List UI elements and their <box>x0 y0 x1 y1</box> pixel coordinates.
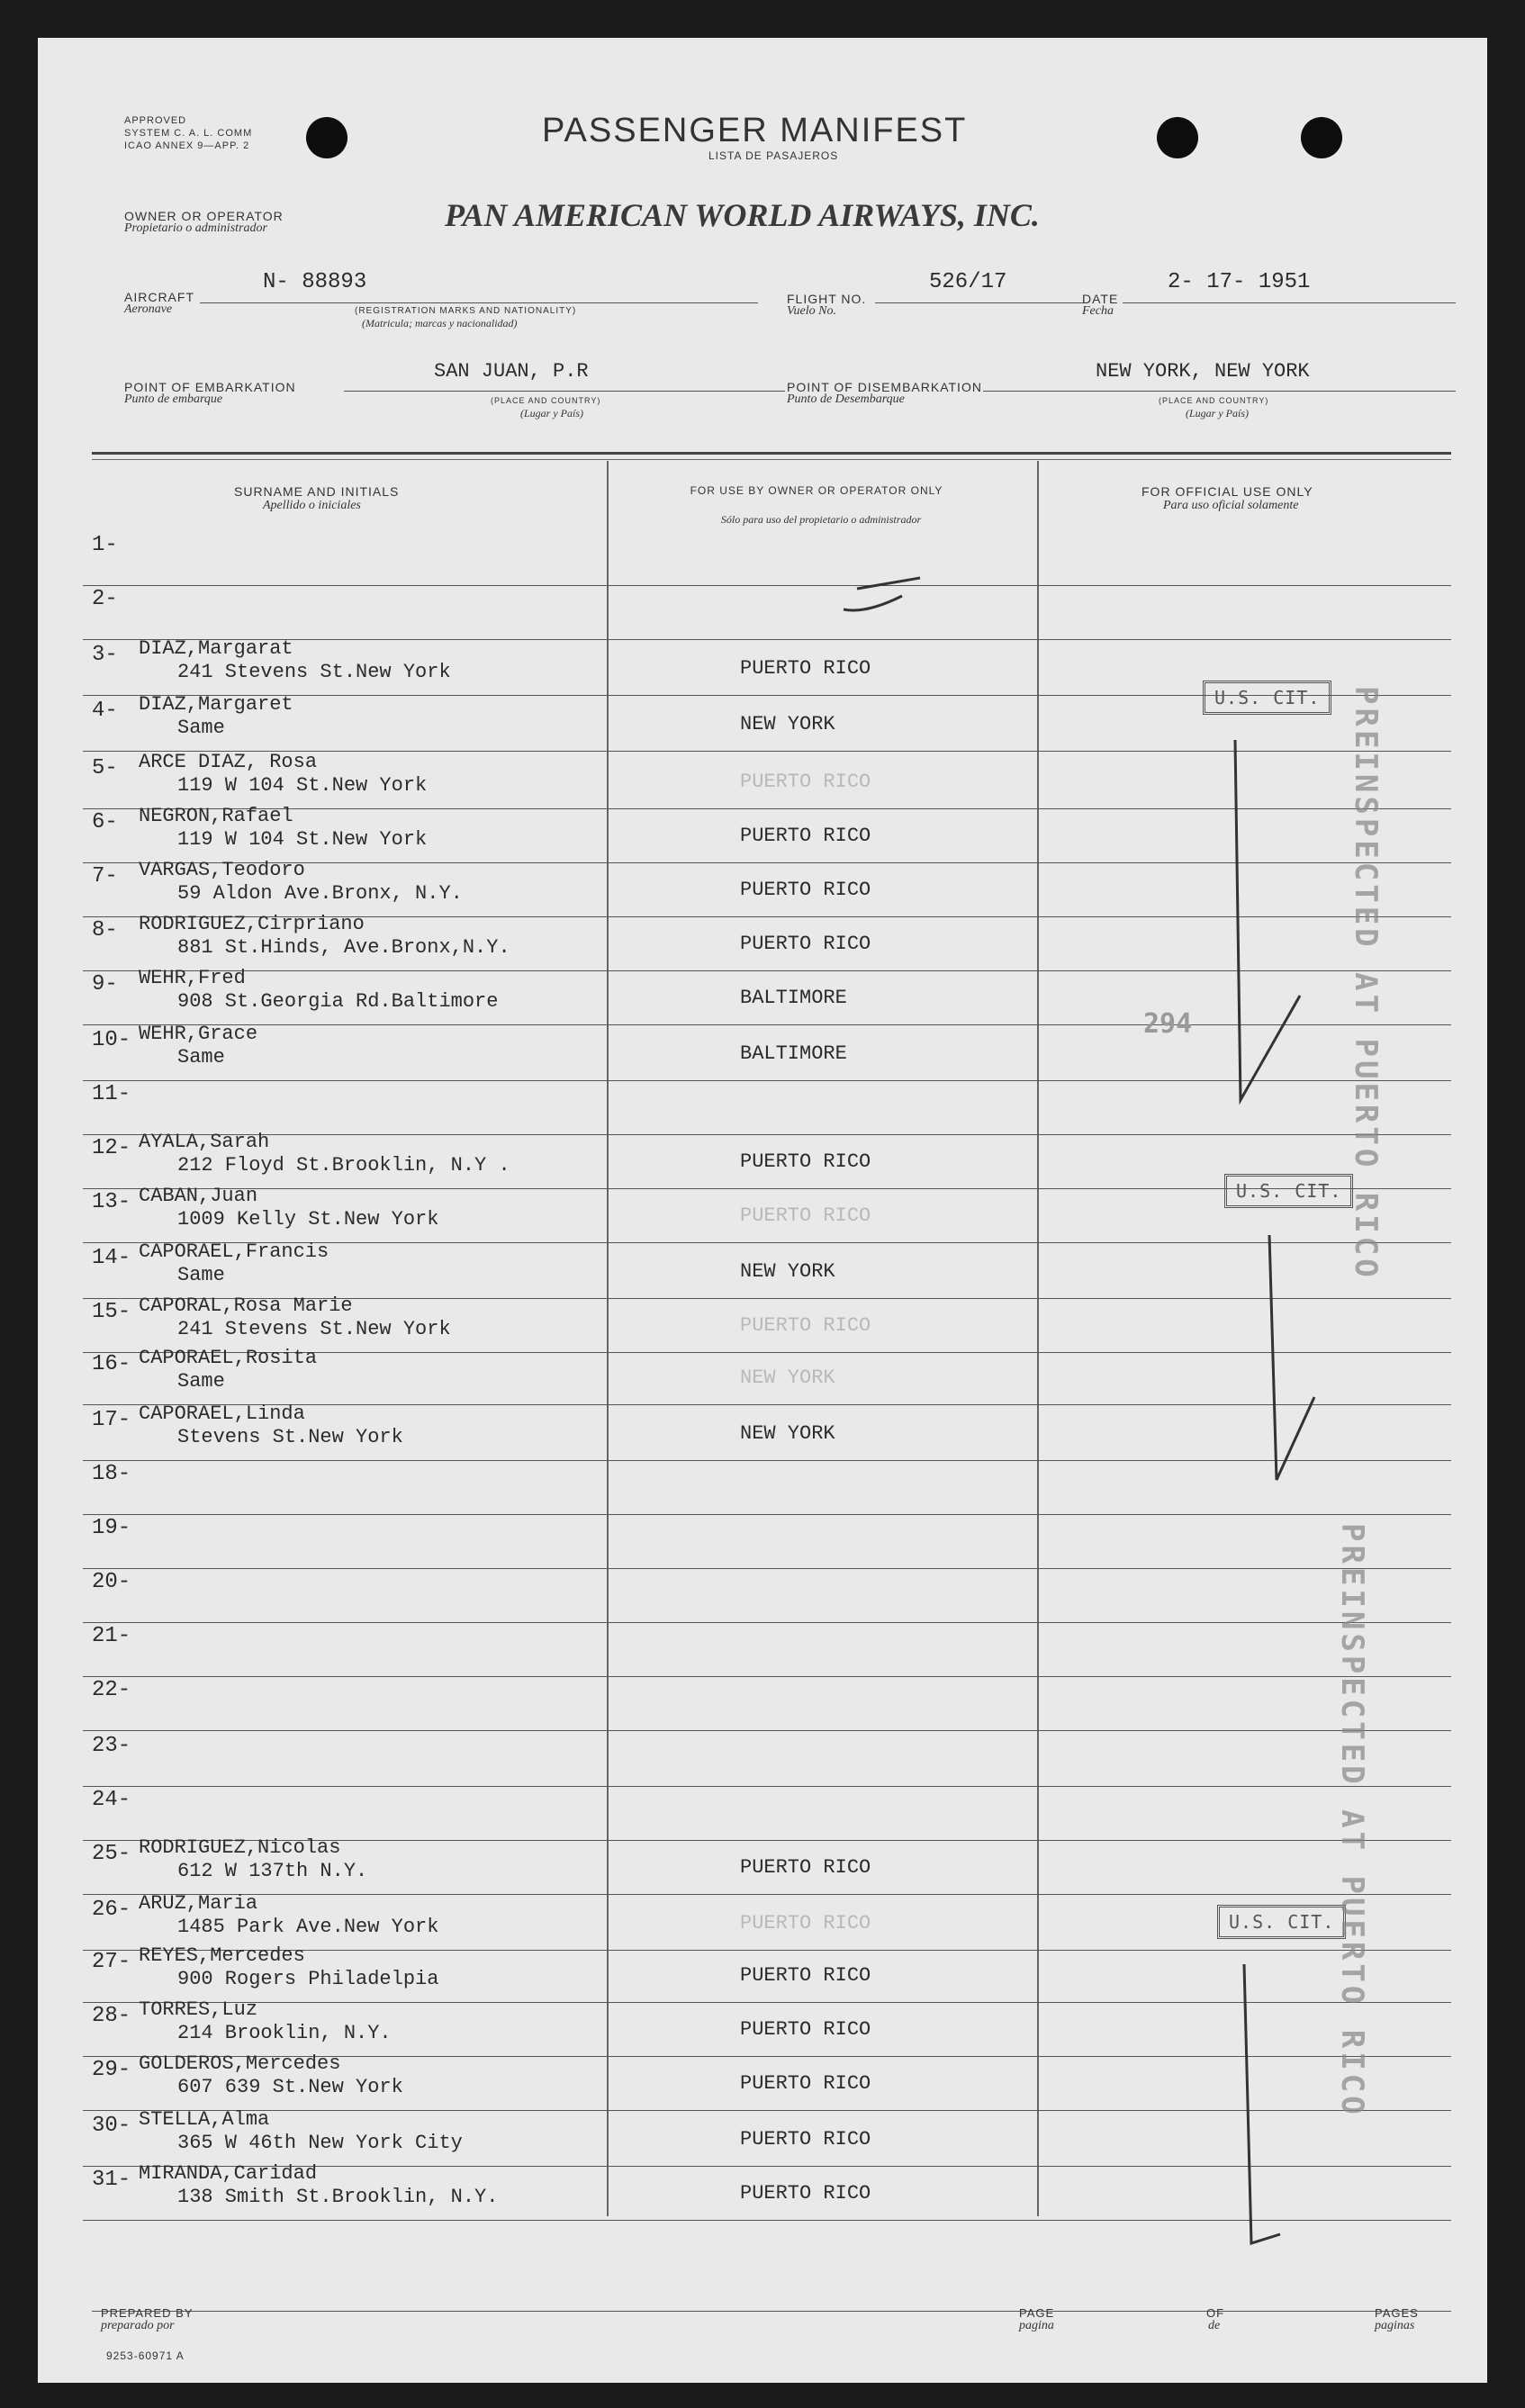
aircraft-value: N- 88893 <box>263 270 367 294</box>
passenger-address: 59 Aldon Ave.Bronx, N.Y. <box>177 882 463 905</box>
preinspected-stamp-1: PREINSPECTED AT PUERTO RICO <box>1348 686 1384 1281</box>
passenger-destination: PUERTO RICO <box>740 1204 871 1227</box>
passenger-name: REYES,Mercedes <box>139 1944 305 1967</box>
passenger-name: WEHR,Grace <box>139 1023 258 1045</box>
preinspected-stamp-2: PREINSPECTED AT PUERTO RICO <box>1334 1523 1370 2118</box>
aircraft-reg-note-es: (Matricula; marcas y nacionalidad) <box>362 317 518 329</box>
passenger-destination: PUERTO RICO <box>740 2128 871 2151</box>
row-number: 21- <box>92 1624 131 1648</box>
row-number: 18- <box>92 1462 131 1486</box>
approved-line2: SYSTEM C. A. L. COMM <box>124 128 253 139</box>
passenger-destination: BALTIMORE <box>740 987 847 1009</box>
passenger-name: RODRIGUEZ,Nicolas <box>139 1836 341 1859</box>
row-number: 9- <box>92 972 118 997</box>
of-label: OF <box>1206 2306 1225 2320</box>
passenger-address: Same <box>177 1264 225 1286</box>
check-marks <box>38 38 1487 2383</box>
disembarkation-note-es: (Lugar y País) <box>1186 407 1249 419</box>
flight-label: FLIGHT NO. <box>787 292 867 306</box>
passenger-destination: BALTIMORE <box>740 1042 847 1065</box>
passenger-name: ARCE DIAZ, Rosa <box>139 751 318 773</box>
passenger-name: NEGRON,Rafael <box>139 805 293 827</box>
pages-label: PAGES <box>1375 2306 1419 2320</box>
page-label-es: pagina <box>1019 2319 1054 2332</box>
page-subtitle: LISTA DE PASAJEROS <box>708 149 839 162</box>
row-number: 22- <box>92 1678 131 1702</box>
passenger-address: 900 Rogers Philadelpia <box>177 1968 439 1990</box>
page-label: PAGE <box>1019 2306 1055 2320</box>
passenger-address: 241 Stevens St.New York <box>177 661 451 683</box>
passenger-name: WEHR,Fred <box>139 967 246 989</box>
passenger-destination: NEW YORK <box>740 1366 835 1389</box>
row-number: 29- <box>92 2058 131 2082</box>
row-number: 19- <box>92 1516 131 1540</box>
passenger-address: Same <box>177 1370 225 1393</box>
passenger-destination: PUERTO RICO <box>740 2182 871 2205</box>
dash-mark-row2 <box>844 578 920 610</box>
passenger-address: 214 Brooklin, N.Y. <box>177 2022 392 2044</box>
disembarkation-note: (PLACE AND COUNTRY) <box>1159 396 1269 405</box>
of-label-es: de <box>1208 2319 1221 2332</box>
row-number: 27- <box>92 1950 131 1974</box>
column-header-official: FOR OFFICIAL USE ONLY <box>1141 484 1313 499</box>
passenger-name: CAPORAEL,Rosita <box>139 1347 318 1369</box>
disembarkation-label-es: Punto de Desembarque <box>787 392 905 406</box>
passenger-address: 241 Stevens St.New York <box>177 1318 451 1340</box>
row-number: 17- <box>92 1408 131 1432</box>
passenger-name: TORRES,Luz <box>139 1998 258 2021</box>
passenger-destination: PUERTO RICO <box>740 657 871 680</box>
pages-label-es: paginas <box>1375 2319 1415 2332</box>
row-number: 26- <box>92 1898 131 1922</box>
passenger-destination: NEW YORK <box>740 1260 835 1283</box>
column-header-name-es: Apellido o iniciales <box>263 499 361 512</box>
column-header-owner-es: Sólo para uso del propietario o administrador <box>720 513 922 526</box>
row-number: 24- <box>92 1788 131 1812</box>
passenger-destination: PUERTO RICO <box>740 2018 871 2041</box>
prepared-by-label: PREPARED BY <box>101 2306 194 2320</box>
passenger-destination: PUERTO RICO <box>740 825 871 847</box>
passenger-name: CAPORAEL,Francis <box>139 1240 329 1263</box>
passenger-destination: PUERTO RICO <box>740 2072 871 2095</box>
passenger-destination: PUERTO RICO <box>740 1856 871 1879</box>
passenger-address: Same <box>177 1046 225 1069</box>
embarkation-note: (PLACE AND COUNTRY) <box>491 396 601 405</box>
owner-label-es: Propietario o administrador <box>124 221 267 235</box>
disembarkation-value: NEW YORK, NEW YORK <box>1096 360 1310 383</box>
passenger-destination: PUERTO RICO <box>740 771 871 793</box>
passenger-destination: NEW YORK <box>740 1422 835 1445</box>
passenger-destination: PUERTO RICO <box>740 879 871 901</box>
passenger-address: 119 W 104 St.New York <box>177 774 428 797</box>
embarkation-label-es: Punto de embarque <box>124 392 223 406</box>
row-number: 8- <box>92 918 118 942</box>
footer-rule <box>92 2311 1451 2312</box>
passenger-address: 612 W 137th N.Y. <box>177 1860 368 1882</box>
row-number: 30- <box>92 2114 131 2138</box>
row-number: 16- <box>92 1352 131 1376</box>
embarkation-note-es: (Lugar y País) <box>520 407 583 419</box>
us-citizen-stamp-1: U.S. CIT. <box>1203 681 1331 715</box>
row-number: 28- <box>92 2004 131 2028</box>
passenger-address: 1009 Kelly St.New York <box>177 1208 439 1231</box>
column-header-owner: FOR USE BY OWNER OR OPERATOR ONLY <box>690 484 943 497</box>
check-mark-2 <box>1269 1235 1314 1480</box>
passenger-name: DIAZ,Margaret <box>139 693 293 716</box>
row-number: 7- <box>92 864 118 888</box>
row-number: 31- <box>92 2168 131 2192</box>
passenger-address: Same <box>177 717 225 739</box>
passenger-name: CAPORAL,Rosa Marie <box>139 1294 353 1317</box>
passenger-address: 138 Smith St.Brooklin, N.Y. <box>177 2186 499 2208</box>
passenger-name: VARGAS,Teodoro <box>139 859 305 881</box>
stamp-number: 294 <box>1143 1008 1193 1040</box>
page-title: PASSENGER MANIFEST <box>542 112 968 149</box>
owner-value: PAN AMERICAN WORLD AIRWAYS, INC. <box>445 197 1040 233</box>
check-mark-3 <box>1244 1964 1280 2243</box>
row-number: 20- <box>92 1570 131 1594</box>
row-number: 1- <box>92 533 118 557</box>
us-citizen-stamp-2: U.S. CIT. <box>1224 1174 1353 1208</box>
passenger-address: 119 W 104 St.New York <box>177 828 428 851</box>
row-number: 23- <box>92 1734 131 1758</box>
passenger-address: 1485 Park Ave.New York <box>177 1916 439 1938</box>
passenger-destination: PUERTO RICO <box>740 1964 871 1987</box>
passenger-address: 212 Floyd St.Brooklin, N.Y . <box>177 1154 510 1177</box>
passenger-destination: NEW YORK <box>740 713 835 735</box>
aircraft-reg-note: (REGISTRATION MARKS AND NATIONALITY) <box>355 306 577 316</box>
passenger-address: 908 St.Georgia Rd.Baltimore <box>177 990 499 1013</box>
row-number: 25- <box>92 1842 131 1866</box>
flight-label-es: Vuelo No. <box>787 304 836 318</box>
passenger-name: CABAN,Juan <box>139 1185 258 1207</box>
passenger-name: GOLDEROS,Mercedes <box>139 2052 341 2075</box>
row-number: 6- <box>92 810 118 834</box>
passenger-name: AYALA,Sarah <box>139 1131 270 1153</box>
row-number: 15- <box>92 1300 131 1324</box>
row-number: 13- <box>92 1190 131 1214</box>
embarkation-label: POINT OF EMBARKATION <box>124 380 296 394</box>
approved-line1: APPROVED <box>124 115 187 126</box>
passenger-destination: PUERTO RICO <box>740 933 871 955</box>
owner-label: OWNER OR OPERATOR <box>124 209 284 223</box>
passenger-name: ARUZ,Maria <box>139 1892 258 1915</box>
passenger-name: DIAZ,Margarat <box>139 637 293 660</box>
passenger-destination: PUERTO RICO <box>740 1912 871 1935</box>
manifest-sheet <box>38 38 1487 2383</box>
aircraft-label-es: Aeronave <box>124 302 173 316</box>
row-number: 4- <box>92 699 118 723</box>
passenger-name: RODRIGUEZ,Cirpriano <box>139 913 365 935</box>
passenger-name: CAPORAEL,Linda <box>139 1402 305 1425</box>
column-header-name: SURNAME AND INITIALS <box>234 484 400 499</box>
row-number: 11- <box>92 1082 131 1106</box>
row-number: 10- <box>92 1028 131 1052</box>
column-header-official-es: Para uso oficial solamente <box>1163 499 1299 512</box>
prepared-by-label-es: preparado por <box>101 2319 175 2332</box>
form-number: 9253-60971 A <box>106 2349 185 2362</box>
flight-value: 526/17 <box>929 270 1007 294</box>
date-label: DATE <box>1082 292 1119 306</box>
aircraft-label: AIRCRAFT <box>124 290 194 304</box>
passenger-destination: PUERTO RICO <box>740 1150 871 1173</box>
us-citizen-stamp-3: U.S. CIT. <box>1217 1905 1346 1939</box>
date-value: 2- 17- 1951 <box>1168 270 1311 294</box>
passenger-name: STELLA,Alma <box>139 2108 270 2131</box>
embarkation-value: SAN JUAN, P.R <box>434 360 589 383</box>
check-mark-1 <box>1235 740 1300 1100</box>
row-number: 14- <box>92 1246 131 1270</box>
passenger-destination: PUERTO RICO <box>740 1314 871 1337</box>
row-number: 2- <box>92 587 118 611</box>
row-number: 3- <box>92 643 118 667</box>
date-label-es: Fecha <box>1082 304 1114 318</box>
passenger-address: 607 639 St.New York <box>177 2076 403 2098</box>
disembarkation-label: POINT OF DISEMBARKATION <box>787 380 982 394</box>
approved-line3: ICAO ANNEX 9—APP. 2 <box>124 140 250 151</box>
passenger-name: MIRANDA,Caridad <box>139 2162 318 2185</box>
row-number: 12- <box>92 1136 131 1160</box>
passenger-address: 881 St.Hinds, Ave.Bronx,N.Y. <box>177 936 510 959</box>
passenger-address: Stevens St.New York <box>177 1426 403 1448</box>
row-number: 5- <box>92 756 118 780</box>
passenger-address: 365 W 46th New York City <box>177 2132 463 2154</box>
